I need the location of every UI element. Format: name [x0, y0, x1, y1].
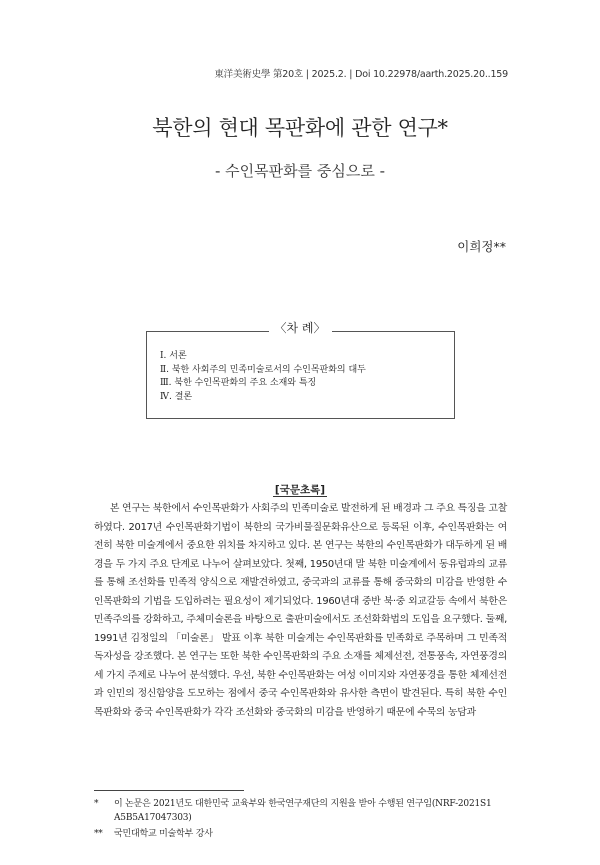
footnote-2 — [94, 827, 514, 841]
paper-title: 북한의 현대 목판화에 관한 연구* — [152, 116, 448, 140]
abstract-heading — [0, 482, 600, 497]
toc-list — [160, 350, 366, 404]
paper-subtitle: - 수인목판화를 중심으로 - — [214, 162, 386, 180]
abstract-paragraph: 본 연구는 북한에서 수인목판화가 사회주의 민족미술로 발전하게 된 배경과 그 주요 특징을 고찰하였다. 2017년 수인목판화기법이 북한의 국가비물질문화유산으로 등록된 이후, 수인목판화는 여전히 북한 미술계에서 중요한 위치를 차지하고 있다. 본 연구는 북한의 수인목판화가 대두하게 된 배경을 두 가지 주요 단계로 나누어 살펴보았다. 첫째, 1950년대 말 북한 미술계에서 동유럽과의 교류를 통해 조선화를 민족적 양식으로 재발견하였고, 중국과의 교류를 통해 중국화의 미감을 반영한 수인목판화의 기법을 도입하려는 필요성이 제기되었다. 1960년대 중반 북·중 외교갈등 속에서 북한은 민족주의를 강화하고, 주체미술론을 바탕으로 출판미술에서도 조선화화법의 도입을 요구했다. 둘째, 1991년 김정일의 「미술론」 발표 이후 북한 미술계는 수인목판화를 민족화로 주목하며 그 민족적 독자성을 강조했다. 본 연구는 또한 북한 수인목판화의 주요 소재를 체제선전, 전통풍속, 자연풍경의 세 가지 주제로 나누어 분석했다. 우선, 북한 수인목판화는 여성 이미지와 자연풍경을 통한 체제선전과 인민의 정신함양을 도모하는 점에서 중국 수인목판화와 유사한 측면이 발견된다. 특히 북한 수인목판화와 중국 수인목판화가 각각 조선화와 중국화의 미감을 반영하기 때문에 수묵의 농담과 — [94, 503, 507, 718]
footnote-1-mark: * — [94, 799, 99, 809]
toc-item: Ⅱ. 북한 사회주의 민족미술로서의 수인목판화의 대두 — [160, 364, 366, 375]
toc-heading — [0, 319, 600, 336]
toc-heading-text: 〈차 례〉 — [269, 321, 332, 335]
footnote-1-text: 이 논문은 2021년도 대한민국 교육부와 한국연구재단의 지원을 받아 수행된 연구임(NRF-2021S1 — [114, 799, 492, 809]
author-name: 이희정** — [457, 239, 506, 254]
footnote-2-mark: ** — [94, 829, 103, 839]
running-head: 東洋美術史學 第20호 | 2025.2. | Doi 10.22978/aarth.2025.20..159 — [214, 69, 508, 80]
footnote-2-text: 국민대학교 미술학부 강사 — [114, 829, 213, 839]
toc-item: Ⅳ. 결론 — [160, 391, 193, 402]
footnote-rule — [94, 790, 244, 791]
abstract-body — [94, 500, 507, 722]
toc-item: Ⅲ. 북한 수인목판화의 주요 소재와 특징 — [160, 378, 317, 388]
toc-item: Ⅰ. 서론 — [160, 351, 187, 361]
footnote-1-continuation: A5B5A17047303) — [114, 813, 192, 823]
footnote-1 — [94, 797, 514, 825]
abstract-heading-text: [국문초록] — [274, 484, 326, 496]
